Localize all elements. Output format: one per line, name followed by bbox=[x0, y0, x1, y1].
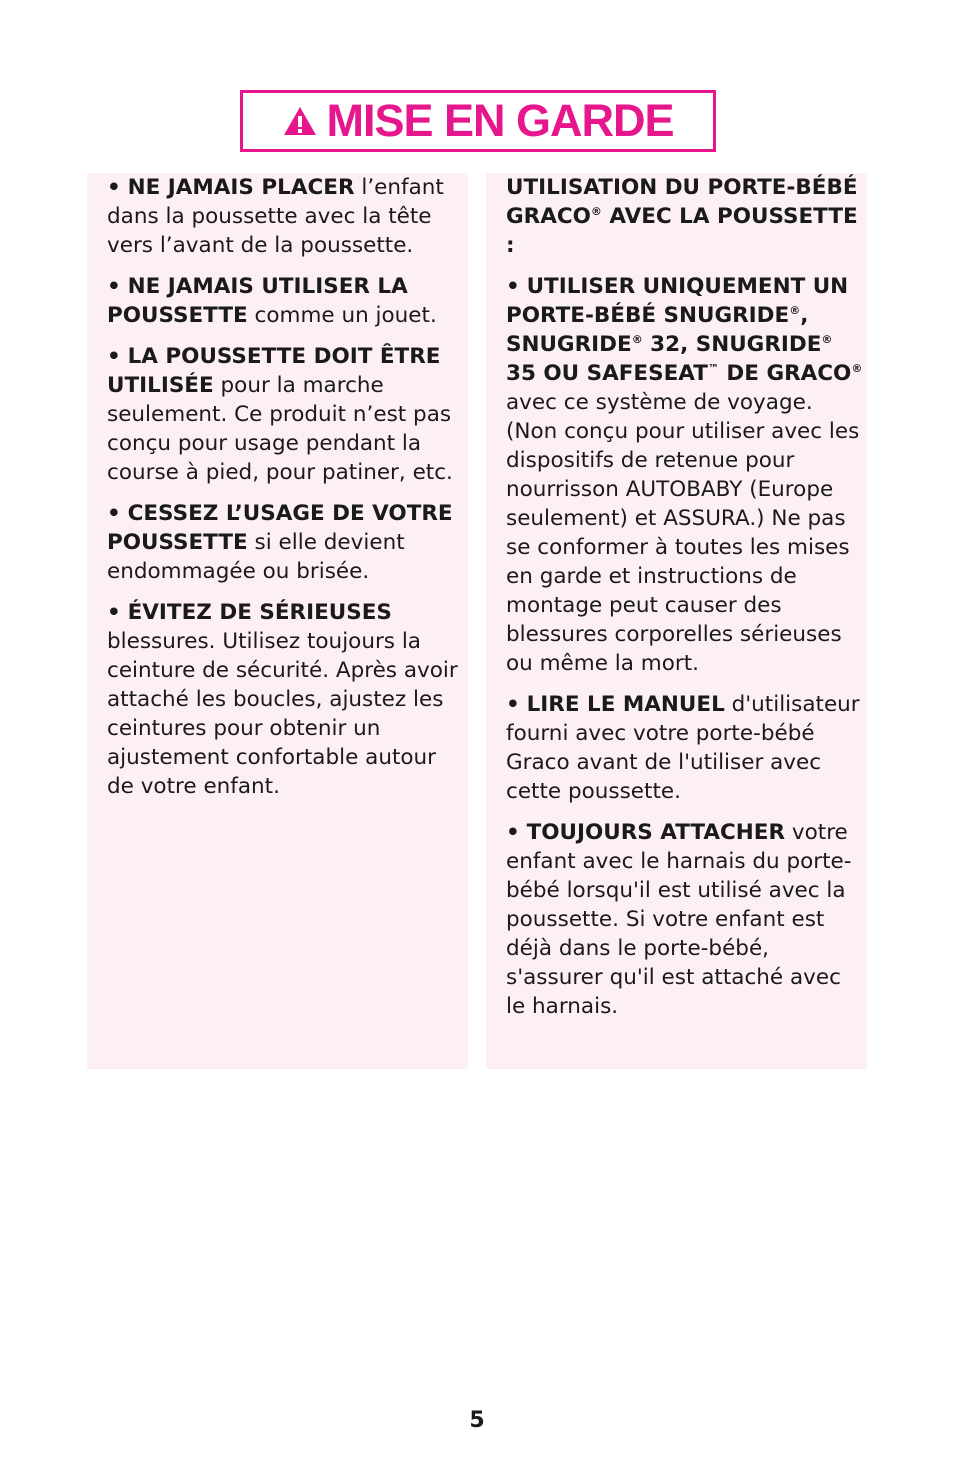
bullet: • bbox=[107, 600, 121, 625]
bullet: • bbox=[107, 344, 121, 369]
warning-item bbox=[107, 499, 458, 586]
item-lead: LA POUSSETTE DOIT ÊTRE UTILISÉE bbox=[107, 344, 441, 398]
warning-item bbox=[506, 272, 863, 678]
right-column bbox=[486, 173, 867, 1069]
bullet: • bbox=[506, 820, 520, 845]
warning-item bbox=[107, 342, 458, 487]
item-lead: TOUJOURS ATTACHER bbox=[526, 820, 786, 845]
item-text: l’enfant dans la poussette avec la tête vers l’avant de la poussette. bbox=[107, 175, 444, 258]
left-column bbox=[87, 173, 468, 1069]
registered-mark: ® bbox=[590, 204, 602, 218]
warning-banner bbox=[240, 90, 716, 152]
item-lead: UTILISER UNIQUEMENT UN PORTE-BÉBÉ SNUGRIDE®, SNUGRIDE® 32, SNUGRIDE® 35 OU SAFESEAT™ DE GRACO® bbox=[506, 274, 863, 386]
heading-text: UTILISATION DU PORTE-BÉBÉ GRACO bbox=[506, 175, 858, 229]
warning-item bbox=[107, 272, 458, 330]
item-lead: CESSEZ L’USAGE DE VOTRE POUSSETTE bbox=[107, 501, 453, 555]
warning-item bbox=[107, 598, 458, 801]
banner-title: MISE EN GARDE bbox=[326, 95, 674, 146]
heading-text: AVEC LA POUSSETTE : bbox=[506, 204, 858, 258]
item-lead: NE JAMAIS PLACER bbox=[127, 175, 355, 200]
bullet: • bbox=[107, 175, 121, 200]
item-text: si elle devient endommagée ou brisée. bbox=[107, 530, 405, 584]
section-heading bbox=[506, 173, 863, 260]
item-text: d'utilisateur fourni avec votre porte-bébé Graco avant de l'utiliser avec cette poussette. bbox=[506, 692, 860, 804]
item-text: pour la marche seulement. Ce produit n’est pas conçu pour usage pendant la course à pied, pour patiner, etc. bbox=[107, 373, 453, 485]
warning-item bbox=[107, 173, 458, 260]
item-lead: LIRE LE MANUEL bbox=[526, 692, 725, 717]
page-number: 5 bbox=[469, 1408, 485, 1433]
warning-item bbox=[506, 690, 863, 806]
item-text: votre enfant avec le harnais du porte-bébé lorsqu'il est utilisé avec la poussette. Si votre enfant est déjà dans le porte-bébé, s'assurer qu'il est attaché avec le harnais. bbox=[506, 820, 852, 1019]
bullet: • bbox=[107, 501, 121, 526]
item-text: blessures. Utilisez toujours la ceinture de sécurité. Après avoir attaché les boucles, ajustez les ceintures pour obtenir un ajustement confortable autour de votre enfant. bbox=[107, 629, 458, 799]
item-text: comme un jouet. bbox=[247, 303, 437, 328]
item-lead: ÉVITEZ DE SÉRIEUSES bbox=[127, 600, 392, 625]
item-lead: NE JAMAIS UTILISER LA POUSSETTE bbox=[107, 274, 408, 328]
warning-triangle-icon bbox=[282, 105, 318, 137]
item-text: avec ce système de voyage. (Non conçu pour utiliser avec les dispositifs de retenue pour nourrisson AUTOBABY (Europe seulement) et ASSURA.) Ne pas se conformer à toutes les mises en garde et instructions de montage peut causer des blessures corporelles sérieuses ou même la mort. bbox=[506, 390, 860, 676]
warning-item bbox=[506, 818, 863, 1021]
bullet: • bbox=[107, 274, 121, 299]
bullet: • bbox=[506, 692, 520, 717]
bullet: • bbox=[506, 274, 520, 299]
